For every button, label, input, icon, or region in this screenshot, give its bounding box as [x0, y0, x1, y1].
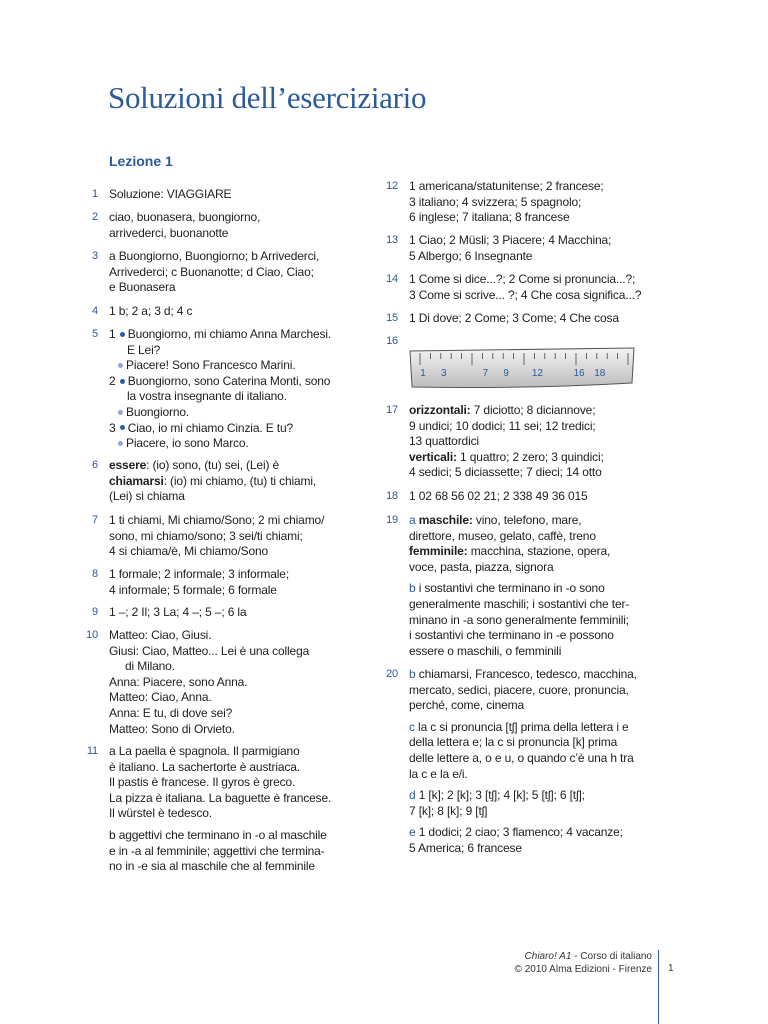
exercise-answer: 1 b; 2 a; 3 d; 4 c: [109, 304, 193, 318]
ruler-mark-16: 16: [573, 368, 585, 379]
exercise-answer: 1 –; 2 Il; 3 La; 4 –; 5 –; 6 la: [109, 605, 247, 619]
exercise-number: 18: [386, 490, 398, 502]
exercise-number: 6: [92, 459, 98, 471]
footer-copyright: © 2010 Alma Edizioni - Firenze: [514, 964, 652, 975]
page-number: 1: [668, 963, 674, 974]
exercise-answer: 1 formale; 2 informale; 3 informale; 4 informale; 5 formale; 6 formale: [109, 567, 290, 597]
speaker-dot-icon: [120, 379, 125, 384]
exercise-number: 12: [386, 180, 398, 192]
exercise-answer: 1 02 68 56 02 21; 2 338 49 36 015: [409, 489, 588, 503]
exercise-number: 17: [386, 404, 398, 416]
ruler-mark-12: 12: [531, 368, 543, 379]
exercise-answer: essere: (io) sono, (tu) sei, (Lei) è chiamarsi: (io) mi chiamo, (tu) ti chiami, (Lei) si chiama: [109, 458, 317, 504]
ruler-mark-3: 3: [441, 368, 447, 379]
speaker-dot-icon: [118, 441, 123, 446]
exercise-answer: 1 americana/statunitense; 2 francese; 3 italiano; 4 svizzera; 5 spagnolo; 6 inglese; 7 italiana; 8 francese: [409, 179, 604, 225]
ruler-mark-1: 1: [420, 368, 426, 379]
speaker-dot-icon: [120, 332, 125, 337]
page-title: Soluzioni dell’eserciziario: [108, 80, 427, 115]
exercise-answer: 1 Di dove; 2 Come; 3 Come; 4 Che cosa: [409, 311, 619, 325]
exercise-number: 8: [92, 568, 98, 580]
exercise-number: 2: [92, 211, 98, 223]
exercise-number: 14: [386, 273, 398, 285]
footer: [515, 950, 652, 976]
exercise-number: 4: [92, 305, 98, 317]
exercise-number: 9: [92, 606, 98, 618]
footer-divider: [658, 950, 659, 1024]
exercise-number: 19: [386, 514, 398, 526]
exercise-answer: orizzontali: 7 diciotto; 8 diciannove; 9 undici; 10 dodici; 11 sei; 12 tredici; 13 quattordici verticali: 1 quattro; 2 zero; 3 quindici; 4 sedici; 5 diciassette; 7 dieci; 14 otto: [409, 403, 604, 480]
exercise-answer: Soluzione: VIAGGIARE: [109, 187, 232, 201]
exercise-number: 16: [386, 335, 398, 347]
speaker-dot-icon: [118, 410, 123, 415]
exercise-answer: b chiamarsi, Francesco, tedesco, macchina, mercato, sedici, piacere, cuore, pronuncia, perché, come, cinema c la c si pronuncia [tʃ] prima della lettera i e della lettera e; la c si pronuncia [k] prima delle lettere a, o e u, o quando c’è una h tra la c e la e/i. d 1 [k]; 2 [k]; 3 [tʃ]; 4 [k]; 5 [tʃ]; 6 [tʃ]; 7 [k]; 8 [k]; 9 [tʃ] e 1 dodici; 2 ciao; 3 flamenco; 4 vacanze; 5 America; 6 francese: [409, 667, 637, 855]
dialogue-answer: Matteo: Ciao, Giusi. Giusi: Ciao, Matteo... Lei è una collega di Milano. Anna: Piacere, sono Anna. Matteo: Ciao, Anna. Anna: E tu, di dove sei? Matteo: Sono di Orvieto.: [109, 628, 310, 736]
footer-book-title: Chiaro! A1 - Corso di italiano: [524, 951, 652, 962]
exercise-number: 13: [386, 234, 398, 246]
exercise-answer: 1 ti chiami, Mi chiamo/Sono; 2 mi chiamo/ sono, mi chiamo/sono; 3 sei/ti chiami; 4 si chiama/è, Mi chiamo/Sono: [109, 513, 325, 559]
exercise-answer: a La paella è spagnola. Il parmigiano è italiano. La sachertorte è austriaca. Il pastis è francese. Il gyros è greco. La pizza è italiana. La baguette è francese. Il würstel è tedesco. b aggettivi che terminano in -o al maschile e in -a al femminile; aggettivi che termina- no in -e sia al maschile che al femminile: [109, 744, 332, 874]
exercise-answer: a maschile: vino, telefono, mare, direttore, museo, gelato, caffè, treno femminile: macchina, stazione, opera, voce, pasta, piazza, signora b i sostantivi che terminano in -o sono generalmente maschili; i sostantivi che ter- minano in -a sono generalmente femminili; i sostantivi che terminano in -e possono essere o maschili, o femminili: [409, 513, 630, 658]
exercise-number: 5: [92, 328, 98, 340]
ruler-mark-9: 9: [503, 368, 509, 379]
speaker-dot-icon: [118, 363, 123, 368]
exercise-number: 1: [92, 188, 98, 200]
ruler-mark-18: 18: [594, 368, 606, 379]
exercise-answer: ciao, buonasera, buongiorno, arrivederci, buonanotte: [109, 210, 261, 240]
ruler-mark-7: 7: [482, 368, 489, 379]
exercise-number: 10: [86, 629, 98, 641]
exercise-number: 3: [92, 250, 98, 262]
exercise-answer: a Buongiorno, Buongiorno; b Arrivederci, Arrivederci; c Buonanotte; d Ciao, Ciao; e Buonasera: [109, 249, 320, 295]
exercise-answer: 1 Ciao; 2 Müsli; 3 Piacere; 4 Macchina; 5 Albergo; 6 Insegnante: [409, 233, 612, 263]
lesson-heading: Lezione 1: [109, 153, 173, 169]
exercise-number: 15: [386, 312, 398, 324]
exercise-number: 11: [86, 745, 98, 757]
exercise-answer: 1 Come si dice...?; 2 Come si pronuncia...?; 3 Come si scrive... ?; 4 Che cosa significa...?: [409, 272, 642, 302]
ruler-illustration: [408, 345, 636, 391]
speaker-dot-icon: [120, 425, 125, 430]
exercise-number: 7: [92, 514, 98, 526]
exercise-number: 20: [386, 668, 398, 680]
dialogue-answer: 1 Buongiorno, mi chiamo Anna Marchesi. E Lei? Piacere! Sono Francesco Marini. 2 Buongiorno, sono Caterina Monti, sono la vostra insegnante di italiano. Buongiorno. 3 Ciao, io mi chiamo Cinzia. E tu? Piacere, io sono Marco.: [109, 327, 332, 451]
